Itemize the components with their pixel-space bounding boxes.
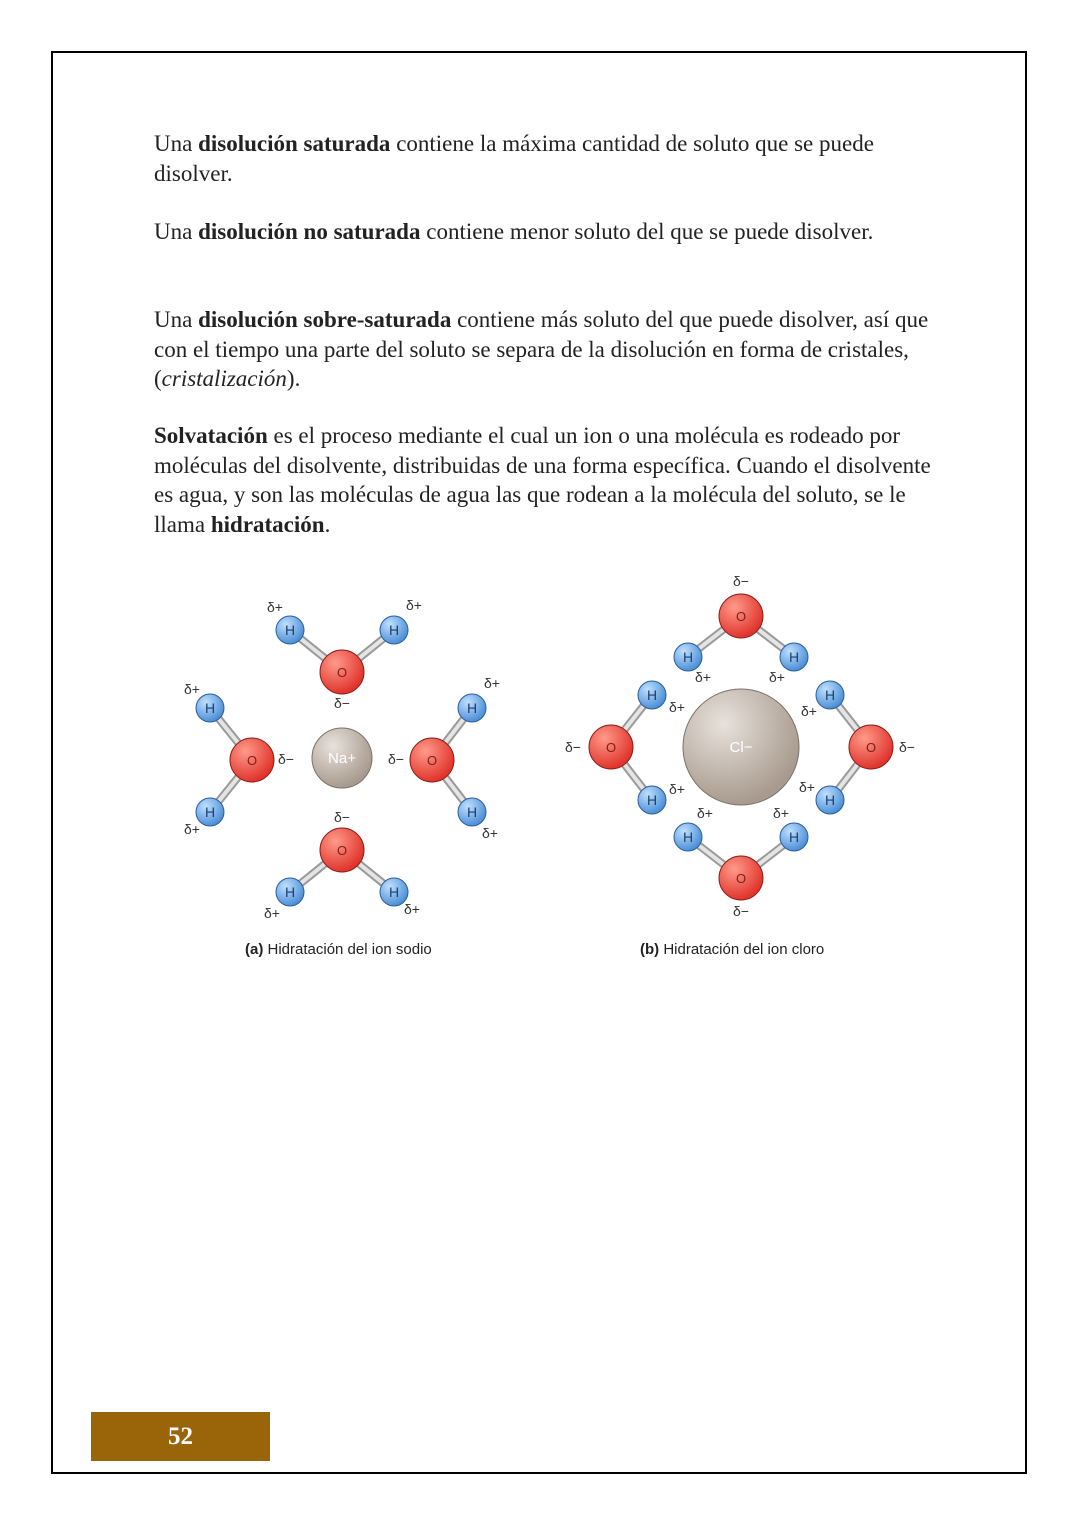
caption-text: Hidratación del ion sodio <box>263 941 432 958</box>
partial-charge-label: δ+ <box>482 825 498 841</box>
oxygen-atom-label: O <box>246 753 258 768</box>
partial-charge-label: δ− <box>899 739 915 755</box>
term: hidratación <box>210 511 325 537</box>
hydrogen-atom-label: H <box>646 792 658 808</box>
text: contiene menor soluto del que se puede disolver. <box>420 219 874 244</box>
page-number: 52 <box>91 1412 270 1461</box>
text: ). <box>286 366 301 391</box>
partial-charge-label: δ+ <box>184 681 200 697</box>
partial-charge-label: δ+ <box>695 669 711 685</box>
chloride-hydration-diagram <box>555 560 935 930</box>
partial-charge-label: δ+ <box>769 669 785 685</box>
figure-caption <box>640 941 824 958</box>
partial-charge-label: δ+ <box>484 675 500 691</box>
oxygen-atom-label: O <box>336 843 348 858</box>
hydrogen-atom-label: H <box>466 804 478 820</box>
paragraph-solvatacion <box>154 421 954 539</box>
partial-charge-label: δ+ <box>801 703 817 719</box>
hydrogen-atom-label: H <box>204 804 216 820</box>
partial-charge-label: δ+ <box>264 905 280 921</box>
hydrogen-atom-label: H <box>284 884 296 900</box>
partial-charge-label: δ+ <box>773 805 789 821</box>
partial-charge-label: δ− <box>733 903 749 919</box>
term: disolución saturada <box>198 131 391 156</box>
partial-charge-label: δ+ <box>406 597 422 613</box>
term: Solvatación <box>154 423 268 448</box>
sodium-ion-label: Na+ <box>328 750 356 767</box>
term: disolución no saturada <box>198 219 421 244</box>
partial-charge-label: δ+ <box>799 779 815 795</box>
text: contiene la máxima cantidad de soluto que se puede disolver. <box>154 131 874 186</box>
figure-chloride-hydration <box>555 560 935 970</box>
italic-term: cristalización <box>161 366 287 391</box>
partial-charge-label: δ− <box>388 751 404 767</box>
hydrogen-atom-label: H <box>682 829 694 845</box>
hydrogen-atom-label: H <box>824 687 836 703</box>
hydrogen-atom-label: H <box>788 829 800 845</box>
figure-sodium-hydration <box>160 560 530 970</box>
partial-charge-label: δ+ <box>267 599 283 615</box>
oxygen-atom-label: O <box>865 740 877 755</box>
text: Una <box>154 307 199 332</box>
term: disolución sobre-saturada <box>198 307 452 332</box>
hydrogen-atom-label: H <box>646 687 658 703</box>
partial-charge-label: δ+ <box>184 821 200 837</box>
hydrogen-atom-label: H <box>682 649 694 665</box>
oxygen-atom-label: O <box>735 609 747 624</box>
caption-tag: (a) <box>245 941 264 958</box>
text: Una <box>154 131 199 156</box>
hydrogen-atom-label: H <box>388 884 400 900</box>
sodium-hydration-diagram <box>160 560 530 930</box>
hydrogen-atom-label: H <box>388 622 400 638</box>
oxygen-atom-label: O <box>336 665 348 680</box>
partial-charge-label: δ− <box>278 751 294 767</box>
partial-charge-label: δ− <box>334 809 350 825</box>
text: Una <box>154 219 199 244</box>
hydrogen-atom-label: H <box>284 622 296 638</box>
text: . <box>324 511 331 537</box>
caption-tag: (b) <box>640 941 660 958</box>
oxygen-atom-label: O <box>735 871 747 886</box>
figure-caption <box>245 941 432 958</box>
partial-charge-label: δ+ <box>404 901 420 917</box>
paragraph-sobre-saturada <box>154 305 944 394</box>
partial-charge-label: δ− <box>733 573 749 589</box>
oxygen-atom-label: O <box>426 753 438 768</box>
partial-charge-label: δ+ <box>697 805 713 821</box>
paragraph-no-saturada <box>154 217 944 247</box>
hydrogen-atom-label: H <box>204 700 216 716</box>
partial-charge-label: δ+ <box>669 699 685 715</box>
text: es el proceso mediante el cual un ion o una molécula es rodeado por moléculas del disolvente, distribuidas de una forma específica. Cuando el disolvente es agua, y son las moléculas de agua las que rodean a la molécula del soluto, se le llama <box>154 423 931 537</box>
hydrogen-atom-label: H <box>466 700 478 716</box>
hydrogen-atom-label: H <box>824 792 836 808</box>
paragraph-saturada <box>154 129 944 188</box>
partial-charge-label: δ+ <box>669 781 685 797</box>
chloride-ion-label: Cl− <box>729 739 753 756</box>
hydrogen-atom-label: H <box>788 649 800 665</box>
partial-charge-label: δ− <box>334 695 350 711</box>
partial-charge-label: δ− <box>565 739 581 755</box>
text: contiene más soluto del que puede disolver, así que con el tiempo una parte del soluto se separa de la disolución en forma de cristales, ( <box>154 307 929 391</box>
caption-text: Hidratación del ion cloro <box>659 941 825 958</box>
oxygen-atom-label: O <box>605 740 617 755</box>
